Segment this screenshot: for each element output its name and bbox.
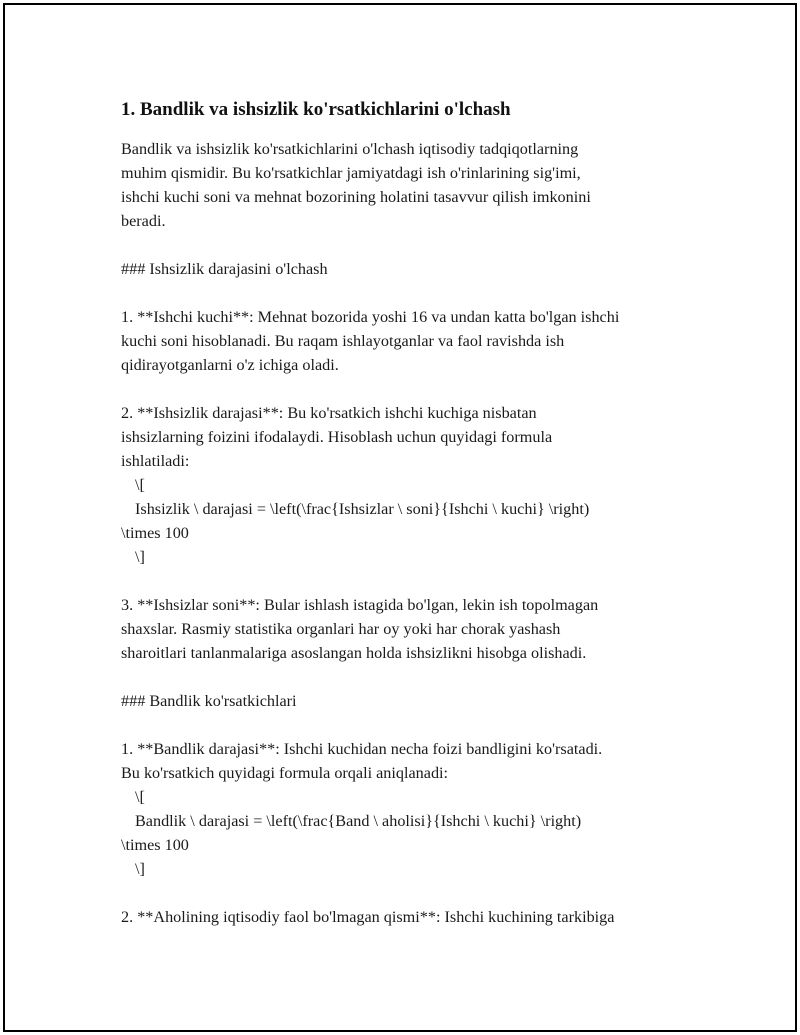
formula-line: Bandlik \ darajasi = \left(\frac{Band \ aholisi}{Ishchi \ kuchi} \right): [135, 812, 582, 830]
text-line: qidirayotganlarni o'z ichiga oladi.: [121, 356, 339, 374]
document-content: [121, 96, 721, 953]
text-line: ### Bandlik ko'rsatkichlari: [121, 692, 297, 710]
list-item-unemployed-count: [121, 593, 721, 665]
subheading-employment-indicators: [121, 689, 721, 713]
list-item-labor-force: [121, 305, 721, 377]
paragraph-intro: [121, 137, 721, 233]
text-line: Bandlik va ishsizlik ko'rsatkichlarini o'lchash iqtisodiy tadqiqotlarning: [121, 140, 579, 158]
text-line: kuchi soni hisoblanadi. Bu raqam ishlayotganlar va faol ravishda ish: [121, 332, 565, 350]
text-line: muhim qismidir. Bu ko'rsatkichlar jamiyatdagi ish o'rinlarining sig'imi,: [121, 164, 581, 182]
text-line: 2. **Ishsizlik darajasi**: Bu ko'rsatkich ishchi kuchiga nisbatan: [121, 404, 537, 422]
text-line: shaxslar. Rasmiy statistika organlari har oy yoki har chorak yashash: [121, 620, 561, 638]
formula-line: \]: [135, 548, 145, 566]
text-line: beradi.: [121, 212, 166, 230]
text-line: 2. **Aholining iqtisodiy faol bo'lmagan qismi**: Ishchi kuchining tarkibiga: [121, 908, 615, 926]
formula-line: \[: [135, 476, 145, 494]
formula-line: \[: [135, 788, 145, 806]
section-heading: 1. Bandlik va ishsizlik ko'rsatkichlarini o'lchash: [121, 99, 511, 120]
list-item-inactive-population: [121, 905, 721, 929]
page-frame: [3, 3, 797, 1032]
text-line: 1. **Bandlik darajasi**: Ishchi kuchidan necha foizi bandligini ko'rsatadi.: [121, 740, 603, 758]
formula-line: \times 100: [121, 524, 189, 542]
text-line: 3. **Ishsizlar soni**: Bular ishlash istagida bo'lgan, lekin ish topolmagan: [121, 596, 599, 614]
text-line: Bu ko'rsatkich quyidagi formula orqali aniqlanadi:: [121, 764, 449, 782]
text-line: ### Ishsizlik darajasini o'lchash: [121, 260, 328, 278]
formula-line: Ishsizlik \ darajasi = \left(\frac{Ishsizlar \ soni}{Ishchi \ kuchi} \right): [135, 500, 590, 518]
list-item-unemployment-rate: [121, 401, 721, 569]
list-item-employment-rate: [121, 737, 721, 881]
text-line: sharoitlari tanlanmalariga asoslangan holda ishsizlikni hisobga olishadi.: [121, 644, 587, 662]
text-line: ishsizlarning foizini ifodalaydi. Hisoblash uchun quyidagi formula: [121, 428, 553, 446]
formula-line: \]: [135, 860, 145, 878]
text-line: ishchi kuchi soni va mehnat bozorining holatini tasavvur qilish imkonini: [121, 188, 591, 206]
text-line: ishlatiladi:: [121, 452, 190, 470]
formula-line: \times 100: [121, 836, 189, 854]
subheading-unemployment-measurement: [121, 257, 721, 281]
text-line: 1. **Ishchi kuchi**: Mehnat bozorida yoshi 16 va undan katta bo'lgan ishchi: [121, 308, 620, 326]
